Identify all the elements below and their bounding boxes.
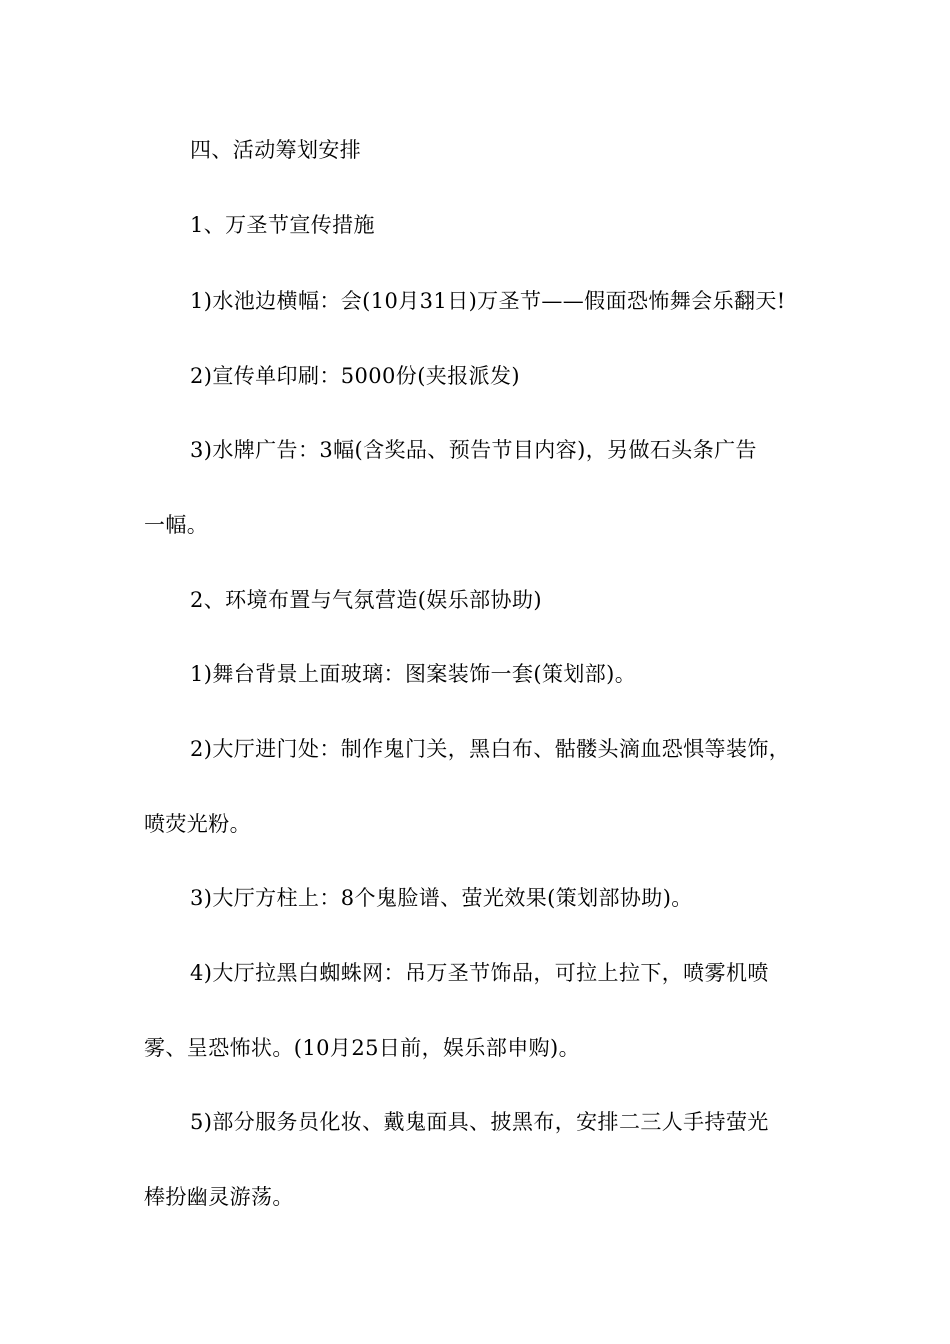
- section-heading: 四、活动筹划安排: [190, 138, 362, 162]
- list-item: 1)水池边横幅：会(10月31日)万圣节——假面恐怖舞会乐翻天!: [190, 289, 786, 313]
- subsection-heading: 2、环境布置与气氛营造(娱乐部协助): [190, 588, 542, 612]
- list-item: 2)大厅进门处：制作鬼门关，黑白布、骷髅头滴血恐惧等装饰，: [190, 737, 791, 761]
- list-item: 4)大厅拉黑白蜘蛛网：吊万圣节饰品，可拉上拉下，喷雾机喷: [190, 961, 769, 985]
- list-item-continuation: 棒扮幽灵游荡。: [144, 1185, 294, 1209]
- list-item-continuation: 一幅。: [144, 513, 209, 537]
- list-item: 2)宣传单印刷：5000份(夹报派发): [190, 364, 520, 388]
- list-item: 1)舞台背景上面玻璃：图案装饰一套(策划部)。: [190, 662, 637, 686]
- list-item: 3)大厅方柱上：8个鬼脸谱、萤光效果(策划部协助)。: [190, 886, 693, 910]
- subsection-heading: 1、万圣节宣传措施: [190, 213, 375, 237]
- list-item-continuation: 喷荧光粉。: [144, 812, 251, 836]
- list-item-continuation: 雾、呈恐怖状。(10月25日前，娱乐部申购)。: [144, 1036, 581, 1060]
- list-item: 3)水牌广告：3幅(含奖品、预告节目内容)，另做石头条广告: [190, 438, 757, 462]
- list-item: 5)部分服务员化妆、戴鬼面具、披黑布，安排二三人手持萤光: [190, 1110, 769, 1134]
